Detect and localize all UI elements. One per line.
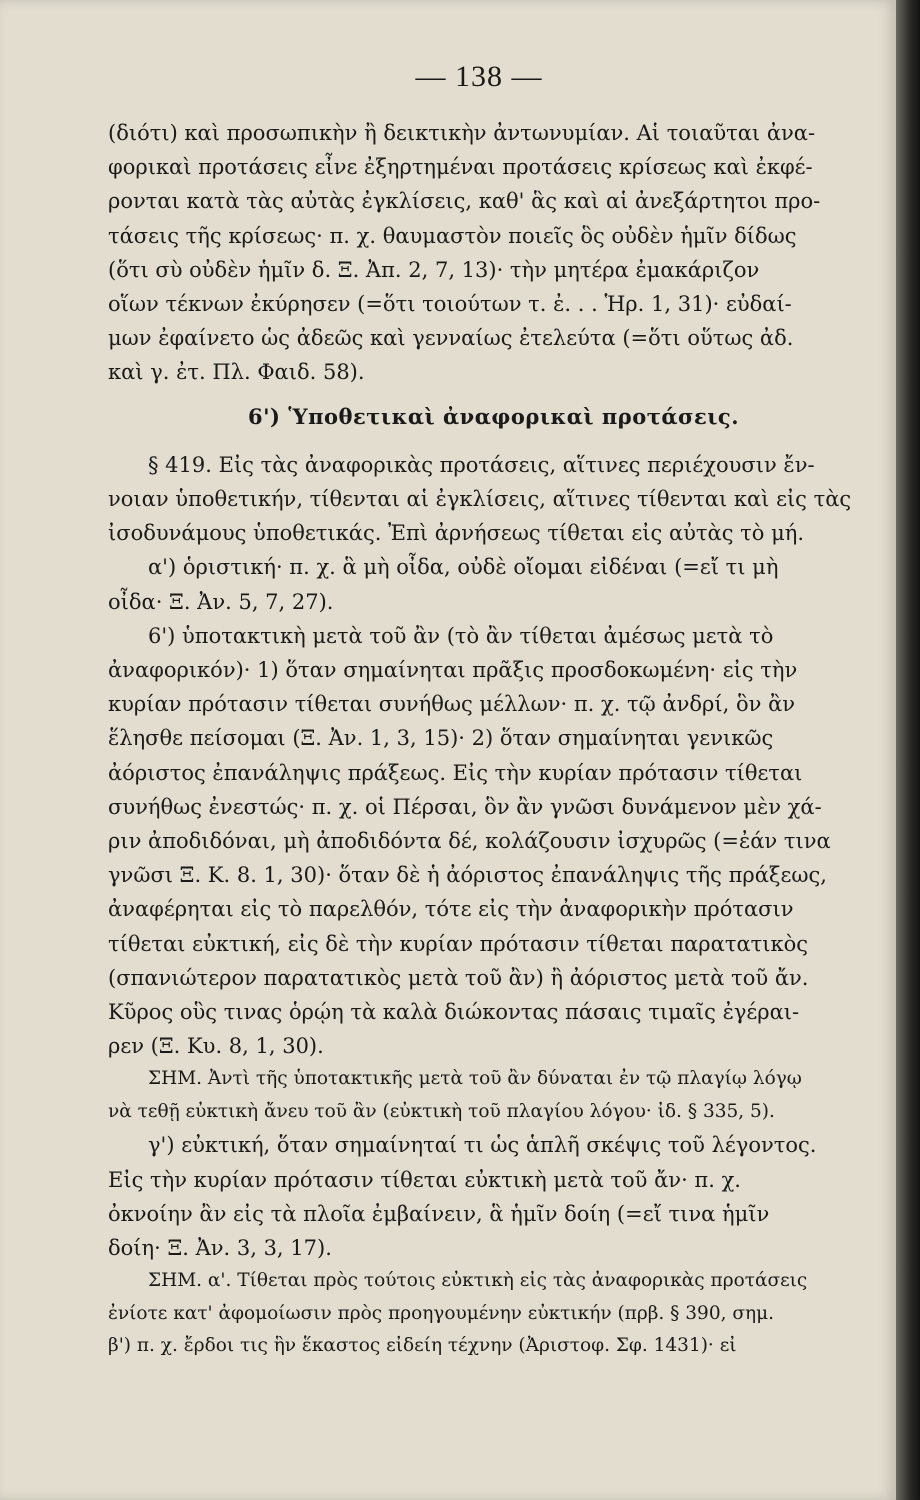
text-line: ἕλησθε πείσομαι (Ξ. Ἀν. 1, 3, 15)· 2) ὅταν σημαίνηται γενικῶς [108, 726, 774, 751]
text-line: συνήθως ἐνεστώς· π. χ. οἱ Πέρσαι, ὃν ἂν γνῶσι δυνάμενον μὲν χά- [108, 794, 822, 819]
text-line: ἀναφέρηται εἰς τὸ παρελθόν, τότε εἰς τὴν ἀναφορικὴν πρότασιν [108, 897, 794, 922]
text-line: γνῶσι Ξ. Κ. 8. 1, 30)· ὅταν δὲ ἡ ἀόριστος ἐπανάληψις τῆς πράξεως, [108, 863, 827, 888]
text-line: νοιαν ὑποθετικήν, τίθενται αἱ ἐγκλίσεις, αἵτινες τίθενται καὶ εἰς τὰς [108, 487, 852, 512]
text-line: (διότι) καὶ προσωπικὴν ἢ δεικτικὴν ἀντωνυμίαν. Αἱ τοιαῦται ἀνα- [108, 121, 816, 145]
text-line: οἶδα· Ξ. Ἀν. 5, 7, 27). [108, 589, 334, 614]
text-line: ἀόριστος ἐπανάληψις πράξεως. Εἰς τὴν κυρίαν πρότασιν τίθεται [108, 760, 803, 785]
text-line: ριν ἀποδιδόναι, μὴ ἀποδιδόντα δέ, κολάζουσιν ἰσχυρῶς (=ἐάν τινα [108, 829, 831, 854]
text-line: καὶ γ. ἐτ. Πλ. Φαιδ. 58). [108, 360, 365, 385]
paragraph-start: γ') εὐκτική, ὅταν σημαίνηταί τι ὡς ἁπλῆ σκέψις τοῦ λέγοντος. [148, 1133, 817, 1158]
text-line: (σπανιώτερον παρατατικὸς μετὰ τοῦ ἂν) ἢ ἀόριστος μετὰ τοῦ ἄν. [108, 965, 809, 990]
page-edge-shadow [896, 0, 920, 1500]
note-line: ἐνίοτε κατ' ἀφομοίωσιν πρὸς προηγουμένην εὐκτικήν (πρβ. § 390, σημ. [108, 1302, 774, 1324]
note-line: νὰ τεθῇ εὐκτικὴ ἄνευ τοῦ ἂν (εὐκτικὴ τοῦ πλαγίου λόγου· ἰδ. § 335, 5). [108, 1100, 775, 1122]
page-number: — 138 — [415, 60, 543, 93]
text-line: τάσεις τῆς κρίσεως· π. χ. θαυμαστὸν ποιεῖς ὃς οὐδὲν ἡμῖν δίδως [108, 223, 797, 248]
text-lines [108, 116, 890, 1362]
text-line: ἰσοδυνάμους ὑποθετικάς. Ἐπὶ ἀρνήσεως τίθεται εἰς αὐτὰς τὸ μή. [108, 521, 804, 546]
text-line: ἀναφορικόν)· 1) ὅταν σημαίνηται πρᾶξις προσδοκωμένη· εἰς τὴν [108, 658, 798, 683]
text-line: Κῦρος οὓς τινας ὁρῴη τὰ καλὰ διώκοντας πάσαις τιμαῖς ἐγέραι- [108, 1000, 800, 1025]
note-line: ΣΗΜ. Ἀντὶ τῆς ὑποτακτικῆς μετὰ τοῦ ἂν δύναται ἐν τῷ πλαγίῳ λόγῳ [148, 1068, 802, 1090]
text-line: δοίη· Ξ. Ἀν. 3, 3, 17). [108, 1235, 332, 1260]
text-line: κυρίαν πρότασιν τίθεται συνήθως μέλλων· π. χ. τῷ ἀνδρί, ὃν ἂν [108, 692, 796, 717]
page-text [108, 60, 890, 1362]
note-line: ΣΗΜ. α'. Τίθεται πρὸς τούτοις εὐκτικὴ εἰς τὰς ἀναφορικὰς προτάσεις [148, 1270, 808, 1292]
paragraph-start: 6') ὑποτακτικὴ μετὰ τοῦ ἂν (τὸ ἂν τίθεται ἀμέσως μετὰ τὸ [148, 623, 774, 648]
text-line: ὀκνοίην ἂν εἰς τὰ πλοῖα ἐμβαίνειν, ἃ ἡμῖν δοίη (=εἴ τινα ἡμῖν [108, 1201, 770, 1226]
text-line: φορικαὶ προτάσεις εἶνε ἐξηρτημέναι προτάσεις κρίσεως καὶ ἐκφέ- [108, 155, 813, 180]
text-line: οἵων τέκνων ἐκύρησεν (=ὅτι τοιούτων τ. ἐ. . . Ἡρ. 1, 31)· εὐδαί- [108, 292, 792, 317]
section-heading: 6') Ὑποθετικαὶ ἀναφορικαὶ προτάσεις. [248, 403, 740, 429]
text-line: μων ἐφαίνετο ὡς ἀδεῶς καὶ γενναίως ἐτελεύτα (=ὅτι οὕτως ἀδ. [108, 326, 794, 351]
text-line: τίθεται εὐκτική, εἰς δὲ τὴν κυρίαν πρότασιν τίθεται παρατατικὸς [108, 931, 809, 956]
text-line: ρεν (Ξ. Κυ. 8, 1, 30). [108, 1034, 324, 1059]
text-line: ρονται κατὰ τὰς αὐτὰς ἐγκλίσεις, καθ' ἃς καὶ αἱ ἀνεξάρτητοι προ- [108, 189, 821, 214]
text-line: (ὅτι σὺ οὐδὲν ἡμῖν δ. Ξ. Ἀπ. 2, 7, 13)· τὴν μητέρα ἐμακάριζον [108, 257, 760, 282]
paragraph-start: § 419. Εἰς τὰς ἀναφορικὰς προτάσεις, αἵτινες περιέχουσιν ἔν- [148, 452, 815, 477]
paragraph-start: α') ὁριστική· π. χ. ἃ μὴ οἶδα, οὐδὲ οἴομαι εἰδέναι (=εἴ τι μὴ [148, 555, 779, 580]
text-line: Εἰς τὴν κυρίαν πρότασιν τίθεται εὐκτικὴ μετὰ τοῦ ἄν· π. χ. [108, 1167, 741, 1192]
note-line: β') π. χ. ἔρδοι τις ἣν ἕκαστος εἰδείη τέχνην (Ἀριστοφ. Σφ. 1431)· εἰ [108, 1334, 737, 1356]
